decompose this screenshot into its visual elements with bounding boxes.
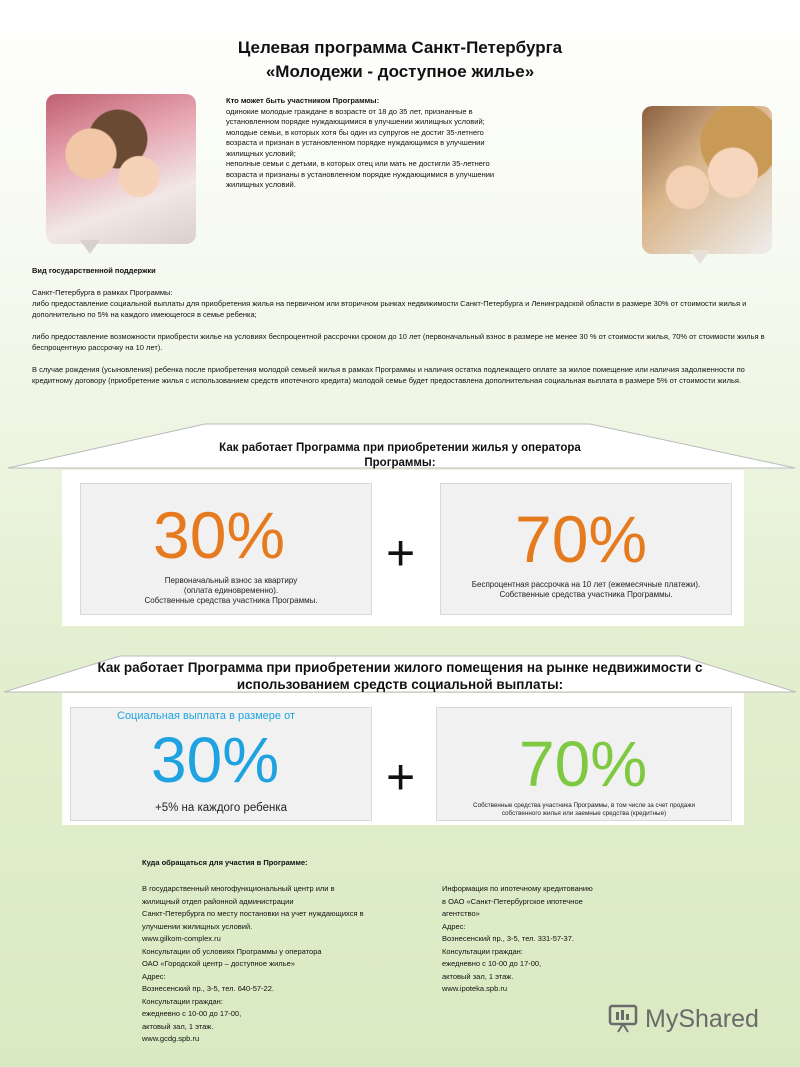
contact-line: Информация по ипотечному кредитованию xyxy=(442,884,593,893)
house1-plus: + xyxy=(386,525,416,581)
house2-title xyxy=(40,659,760,693)
house1-left-card xyxy=(80,483,372,615)
house2-title-line: Как работает Программа при приобретении жилого помещения на рынке недвижимости с xyxy=(97,660,703,675)
participants-line: жилищных условий; xyxy=(226,148,296,158)
house1-left-line: (оплата единовременно). xyxy=(183,586,279,595)
contact-line: В государственный многофункциональный центр или в xyxy=(142,884,335,893)
house2-right-text xyxy=(441,802,727,818)
support-paragraph: Санкт-Петербурга в рамках Программы: xyxy=(32,288,173,297)
participants-heading: Кто может быть участником Программы: xyxy=(226,96,380,105)
contact-line: Консультации граждан: xyxy=(142,996,223,1006)
contact-line: жилищный отдел районной администрации xyxy=(142,896,294,906)
myshared-logo[interactable]: MyShared xyxy=(645,1005,759,1033)
house1-left-text xyxy=(121,576,341,606)
house1-right-card xyxy=(440,483,732,615)
house2-plus: + xyxy=(386,749,416,805)
house1-right-line: Собственные средства участника Программы. xyxy=(499,590,673,599)
participants-line: жилищных условий. xyxy=(226,180,296,189)
contact-line: в ОАО «Санкт-Петербургское ипотечное xyxy=(442,896,583,906)
house2-right-line: собственного жилья или заемные средства (кредитные) xyxy=(501,810,667,817)
house1-right-text xyxy=(451,580,721,600)
support-heading: Вид государственной поддержки xyxy=(32,266,156,275)
contact-link[interactable]: www.ipoteka.spb.ru xyxy=(442,984,508,993)
house1-left-line: Первоначальный взнос за квартиру xyxy=(164,576,298,585)
contact-line: Вознесенский пр., 3-5, тел. 331-57-37. xyxy=(442,934,574,943)
participants-line: неполные семьи с детьми, в которых отец или мать не достигли 35-летнего xyxy=(226,159,490,168)
house2-right-line: Собственные средства участника Программы, в том числе за счет продажи xyxy=(473,802,695,809)
house2-left-subtext: +5% на каждого ребенка xyxy=(154,802,288,814)
participants-line: возраста и признан в установленном порядке нуждающимся в улучшении xyxy=(226,138,485,147)
house1-title: Как работает Программа при приобретении жилья у оператора Программы: xyxy=(219,442,581,469)
title-line-1: Целевая программа Санкт-Петербурга xyxy=(237,38,563,57)
support-paragraph: либо предоставление социальной выплаты для приобретения жилья на первичном или вторичном рынках недвижимости Санкт-Петербурга и Ленинградской области в размере 30% от стоимости жилья и дополнительно по 5% на каждого имеющегося в семье ребенка; xyxy=(32,299,747,319)
page-title xyxy=(0,36,800,84)
contact-line: Адрес: xyxy=(442,921,466,931)
support-paragraph: В случае рождения (усыновления) ребенка после приобретения молодой семьей жилья в рамках Программы и наличия остатка подлежащего оплате за жилое помещение или наличия задолженности по кредитному договору (приобретение жилья с использованием средств ипотечного кредита) молодой семье будет предоставлена дополнительная социальная выплата в размере 5% от стоимости жилья. xyxy=(32,365,745,385)
contact-link[interactable]: www.gilkom-complex.ru xyxy=(142,934,221,943)
house1-left-line: Собственные средства участника Программы. xyxy=(144,596,318,605)
contact-line: Консультации об условиях Программы у оператора xyxy=(142,946,322,956)
contact-line: Адрес: xyxy=(142,971,166,981)
participants-section xyxy=(226,96,626,191)
contact-line: Вознесенский пр., 3-5, тел. 640-57-22. xyxy=(142,984,274,993)
contacts-heading: Куда обращаться для участия в Программе: xyxy=(142,858,308,867)
contact-line: актовый зал, 1 этаж. xyxy=(142,1021,214,1031)
contact-line: Консультации граждан: xyxy=(442,946,523,956)
house2-left-card xyxy=(70,707,372,821)
house2-title-line: использованием средств социальной выплаты: xyxy=(236,677,564,692)
contact-line: ежедневно с 10-00 до 17-00, xyxy=(142,1009,242,1018)
family-photo xyxy=(46,94,196,244)
participants-line: молодые семьи, в которых хотя бы один из супругов не достиг 35-летнего xyxy=(226,127,484,137)
contact-line: Санкт-Петербурга по месту постановки на учет нуждающихся в xyxy=(142,909,364,918)
contact-line: актовый зал, 1 этаж. xyxy=(442,971,514,981)
support-section xyxy=(32,265,767,397)
contact-line: ежедневно с 10-00 до 17-00, xyxy=(442,959,542,968)
contacts-right xyxy=(442,883,672,996)
support-paragraph: либо предоставление возможности приобрести жилье на условиях беспроцентной рассрочки сроком до 10 лет (первоначальный взнос в размере не менее 30 % от стоимости жилья, 70% от стоимости жилья в беспроцентную рассрочку на 10 лет). xyxy=(32,332,765,352)
house1-right-line: Беспроцентная рассрочка на 10 лет (ежемесячные платежи). xyxy=(471,580,701,589)
title-line-2: «Молодежи - доступное жилье» xyxy=(265,62,535,81)
photo-tail-right xyxy=(690,250,710,264)
photo-tail-left xyxy=(80,240,100,254)
house2-right-card xyxy=(436,707,732,821)
participants-line: возраста и признаны в установленном порядке нуждающимися в улучшении xyxy=(226,169,495,179)
house2-right-percent: 70% xyxy=(519,728,648,800)
contact-link[interactable]: www.gcdg.spb.ru xyxy=(142,1034,200,1043)
contacts-left xyxy=(142,883,432,1046)
contact-line: ОАО «Городской центр – доступное жилье» xyxy=(142,959,295,968)
house1-right-percent: 70% xyxy=(515,502,648,576)
contact-line: агентство» xyxy=(442,909,480,918)
house2-left-caption: Социальная выплата в размере от xyxy=(117,710,296,722)
house2-left-percent: 30% xyxy=(151,724,280,796)
participants-line: установленном порядке нуждающимися в улучшении жилищных условий; xyxy=(226,117,485,126)
house1-left-percent: 30% xyxy=(153,498,286,572)
presentation-board-icon xyxy=(608,1004,640,1034)
mother-daughter-photo xyxy=(642,106,772,254)
participants-line: одинокие молодые граждане в возрасте от 18 до 35 лет, признанные в xyxy=(226,106,473,116)
contact-line: улучшении жилищных условий. xyxy=(142,921,253,931)
